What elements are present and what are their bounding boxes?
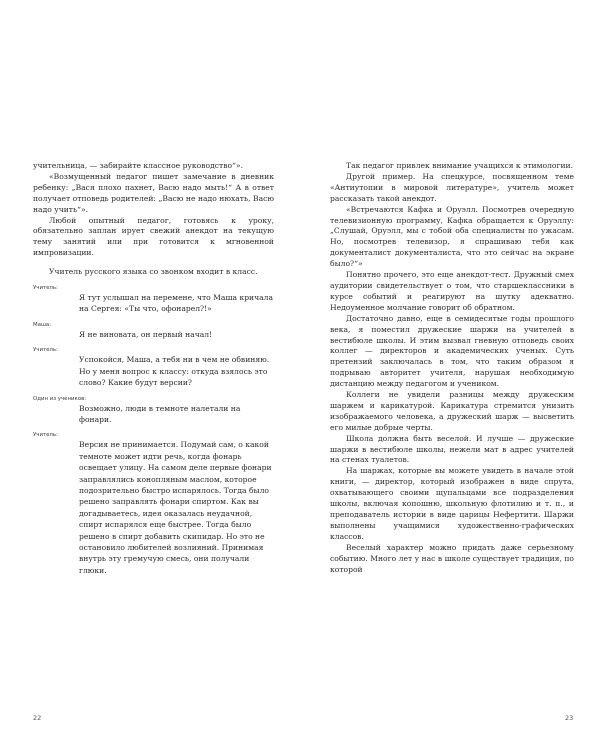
right-paragraph: Школа должна быть веселой. И лучше — дружеские шаржи в вестибюле школы, нежели мат в адрес учителей на стенах туалетов.	[330, 433, 574, 465]
speaker-line: Версия не принимается. Подумай сам, о какой темноте может идти речь, когда фонарь освещает улицу. На самом деле первые фонари заправлялись конопляным маслом, которое подозрительно быстро испарялось. Тогда было решено заправлять фонари спиртом. Как вы догадываетесь, идея оказалась неудачной, спирт испарялся еще быстрее. Тогда было решено в спирт добавить скипидар. Но это не остановило любителей возлияний. Принимая внутрь эту гремучую смесь, они получали глюки.	[79, 440, 272, 575]
dialogue-entry	[33, 346, 274, 388]
left-text-column	[33, 161, 274, 576]
speaker-line: Возможно, люди в темноте налетали на фонари.	[79, 403, 241, 424]
left-paragraph: учительница, — забирайте классное руководство“».	[33, 161, 243, 170]
right-paragraph: Достаточно давно, еще в семидесятые годы прошлого века, я поместил дружеские шаржи на учителей в вестибюле школы. И этим вызвал гневную отповедь своих коллег — директоров и академических ученых. Суть претензий заключалась в том, что таким образом я подрываю авторитет учителя, нарушая необходимую дистанцию между педагогом и учеником.	[330, 313, 574, 389]
dialogue-entry	[33, 284, 274, 315]
right-paragraph: Понятно прочего, это еще анекдот-тест. Дружный смех аудитории свидетельствует о том, что старшеклассники в курсе событий и реагируют на шутку адекватно. Недоуменное молчание говорит об обратном.	[330, 270, 574, 312]
speaker-label: Учитель:	[33, 285, 58, 292]
speaker-label: Маша:	[33, 321, 52, 328]
speaker-label: Учитель:	[33, 432, 58, 439]
dialogue-intro: Учитель русского языка со звонком входит в класс.	[49, 267, 258, 277]
left-paragraph: «Возмущенный педагог пишет замечание в дневник ребенку: „Вася плохо пахнет, Васю надо мыть!“ А в ответ получает отповедь родителей: „Васю не надо нюхать, Васю надо учить“».	[33, 171, 274, 214]
left-paragraph: Любой опытный педагог, готовясь к уроку, обязательно заплан ирует свежий анекдот на текущую тему занятий или при готовится к мгновенной импровизации.	[33, 215, 274, 258]
right-paragraph: Так педагог привлек внимание учащихся к этимологии.	[346, 161, 573, 170]
speaker-line: Успокойся, Маша, а тебя ни в чем не обвиняю. Но у меня вопрос к классу: откуда взялось это слово? Какие будут версии?	[79, 355, 270, 388]
speaker-line: Я не виновата, он первый начал!	[79, 329, 213, 339]
right-paragraph: Веселый характер можно придать даже серьезному событию. Много лет у нас в школе существует традиция, по которой	[330, 542, 574, 574]
speaker-label: Учитель:	[33, 347, 58, 354]
speaker-line: Я тут услышал на перемене, что Маша кричала на Сергея: «Ты что, офонарел?!»	[79, 293, 274, 314]
dialogue-entry	[33, 321, 274, 340]
dialogue-entry	[33, 431, 274, 576]
page-number-left: 22	[33, 714, 42, 722]
right-page	[300, 0, 600, 750]
right-text-column	[330, 161, 574, 575]
right-paragraph: «Встречаются Кафка и Оруэлл. Посмотрев очередную телевизионную программу, Кафка обращается к Оруэллу: „Слушай, Оруэлл, мы с тобой оба специалисты по ужасам. Но, посмотрев телевизор, я спрашиваю тебя как документалист документалиста, что это сейчас на экране было?“»	[330, 204, 574, 269]
dialogue-entry	[33, 395, 274, 426]
page-number-right: 23	[565, 714, 574, 722]
right-paragraph: На шаржах, которые вы можете увидеть в начале этой книги, — директор, который изображен в виде спрута, охватывающего своими щупальцами все подразделения школы, включая копошню, школьную флотилию и т. п., и преподаватель истории в виде царицы Нефертити. Шаржи выполнены учащимися художественно-графических классов.	[330, 466, 574, 541]
right-paragraph: Другой пример. На спецкурсе, посвященном теме «Антиутопии в мировой литературе», учитель может рассказать такой анекдот.	[330, 171, 574, 203]
right-paragraph: Коллеги не увидели разницы между дружеским шаржем и карикатурой. Карикатура стремится унизить изображаемого человека, а дружеский шарж — высветить его милые добрые черты.	[330, 390, 574, 432]
speaker-label: Один из учеников:	[33, 395, 87, 402]
